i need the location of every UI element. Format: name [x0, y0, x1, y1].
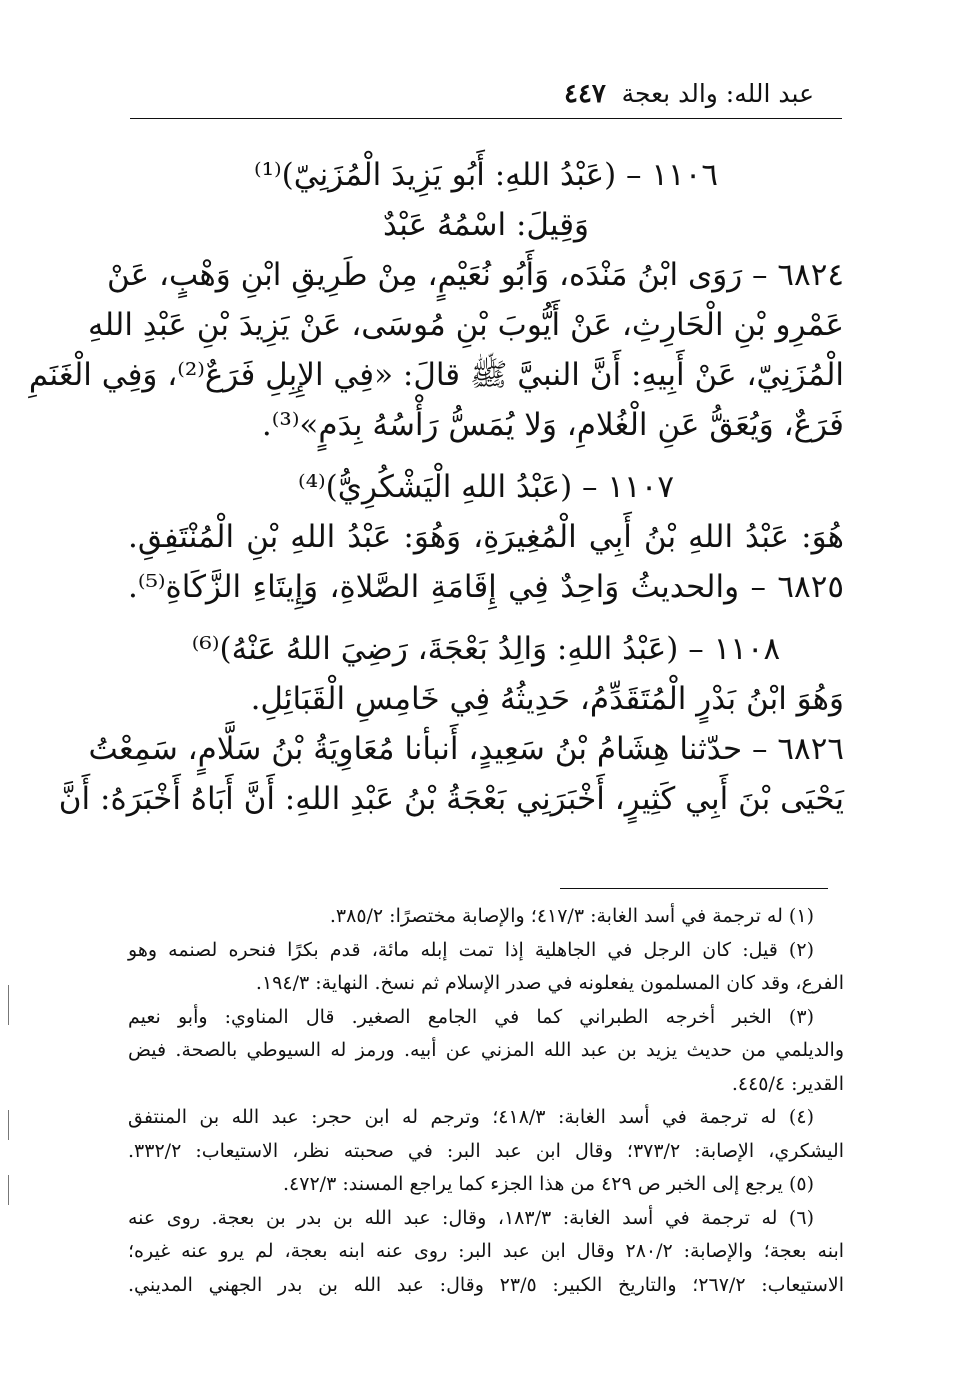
footnotes [128, 900, 844, 1302]
footnote-line: القدير: ٤٤٥/٤. [731, 1072, 844, 1095]
section-gap [128, 450, 844, 462]
running-head [134, 74, 814, 114]
footnote-line: والديلمي من حديث يزيد بن عبد الله المزني عن أبيه. ورمز له السيوطي بالصحة. فيض [128, 1039, 844, 1061]
margin-mark [8, 1110, 9, 1140]
running-head-title: عبد الله: والد بعجة [621, 79, 814, 108]
margin-mark [8, 1175, 9, 1205]
margin-mark [8, 985, 9, 1025]
footnote-line: (٢) قيل: كان الرجل في الجاهلية إذا تمت إبله مائة، قدم بكرًا فنحره لصنمه وهو [128, 938, 814, 961]
text-line: يَحْيَى بْنَ أَبِي كَثِيرٍ، أَخْبَرَنِي بَعْجَةُ بْنُ عَبْدِ اللهِ: أَنَّ أَبَاهُ أَخْبَرَهُ: أَنَّ [58, 781, 844, 817]
entry-heading: ١١٠٦ – (عَبْدُ اللهِ: أَبُو يَزِيدَ الْمُزَنِيّ)⁽¹⁾ [253, 157, 719, 193]
text-line: ٦٨٢٦ – حدّثنا هِشَامُ بْنُ سَعِيدٍ، أَنبأنا مُعَاوِيَةُ بْنُ سَلَّامٍ، سَمِعْتُ [88, 731, 844, 767]
footnote-line: ابنه بعجة؛ والإصابة: ٢٨٠/٢ وقال ابن عبد البر: روى عنه ابنه بعجة، لم يرو عنه غيره؛ [128, 1240, 845, 1262]
footnote-line: (٦) له ترجمة في أسد الغابة: ١٨٣/٣، وقال: عبد الله بن بدر بن بعجة. روى عنه [128, 1206, 814, 1229]
footnote-line: الفرع، وقد كان المسلمون يفعلونه في صدر الإسلام ثم نسخ. النهاية: ١٩٤/٣. [255, 972, 844, 994]
text-line: ٦٨٢٥ – والحديثُ وَاحِدٌ فِي إِقَامَةِ الصَّلاةِ، وَإِيتَاءِ الزَّكَاةِ⁽⁵⁾. [128, 569, 844, 605]
text-line: الْمُزَنِيّ، عَنْ أَبِيهِ: أَنَّ النبيَّ ﷺ قالَ: «فِي الإِبِلِ فَرَعٌ⁽²⁾، وَفِي الْغَنَمِ [28, 357, 844, 393]
footnote-line: (٤) له ترجمة في أسد الغابة: ٤١٨/٣؛ وترجم له ابن حجر: عبد الله بن المنتفق [128, 1106, 814, 1128]
footnote-line: اليشكري، الإصابة: ٣٧٣/٢؛ وقال ابن عبد البر: في صحبته نظر، الاستيعاب: ٣٣٢/٢. [128, 1139, 844, 1162]
text-line: هُوَ: عَبْدُ اللهِ بْنُ أَبِي الْمُغِيرَةِ، وَهُوَ: عَبْدُ اللهِ بْنِ الْمُنْتَفِقِ. [128, 519, 844, 555]
footnote-line: (٥) يرجع إلى الخبر ص ٤٢٩ من هذا الجزء كما يراجع المسند: ٤٧٢/٣. [283, 1173, 814, 1195]
footnote-line: (٣) الخبر أخرجه الطبراني كما في الجامع الصغير. قال المناوي: وأبو نعيم [128, 1005, 814, 1028]
text-line: عَمْرِو بْنِ الْحَارِثِ، عَنْ أَيُّوبَ بْنِ مُوسَى، عَنْ يَزِيدَ بْنِ عَبْدِ اللهِ [87, 307, 844, 343]
page-number: ٤٤٧ [564, 79, 606, 109]
text-line: ٦٨٢٤ – رَوَى ابْنُ مَنْدَه، وَأَبُو نُعَيْمٍ، مِنْ طَرِيقِ ابْنِ وَهْبٍ، عَنْ [107, 257, 844, 293]
text-line: وَهُوَ ابْنُ بَدْرٍ الْمُتَقَدِّمُ، حَدِيثُهُ فِي خَامِسِ الْقَبَائِلِ. [250, 681, 844, 717]
main-text [28, 150, 844, 824]
entry-heading: ١١٠٨ – (عَبْدُ اللهِ: وَالِدُ بَعْجَةَ، رَضِيَ اللهُ عَنْهُ)⁽⁶⁾ [191, 631, 781, 667]
header-rule [130, 118, 842, 119]
section-gap [128, 612, 844, 624]
entry-heading: ١١٠٧ – (عَبْدُ اللهِ الْيَشْكُرِيُّ)⁽⁴⁾ [297, 469, 674, 505]
text-line: فَرَعٌ، وَيُعَقُّ عَنِ الْغُلامِ، وَلا يُمَسُّ رَأْسُهُ بِدَمٍ»⁽³⁾. [261, 407, 844, 443]
footnote-line: (١) له ترجمة في أسد الغابة: ٤١٧/٣؛ والإصابة مختصرًا: ٣٨٥/٢. [329, 905, 814, 927]
footnote-line: الاستيعاب: ٢٦٧/٢؛ والتاريخ الكبير: ٢٣/٥ وقال: عبد الله بن بدر الجهني المديني. [128, 1273, 844, 1296]
footnote-separator [560, 888, 828, 889]
entry-heading: وَقِيلَ: اسْمُهُ عَبْدٌ [382, 207, 590, 243]
